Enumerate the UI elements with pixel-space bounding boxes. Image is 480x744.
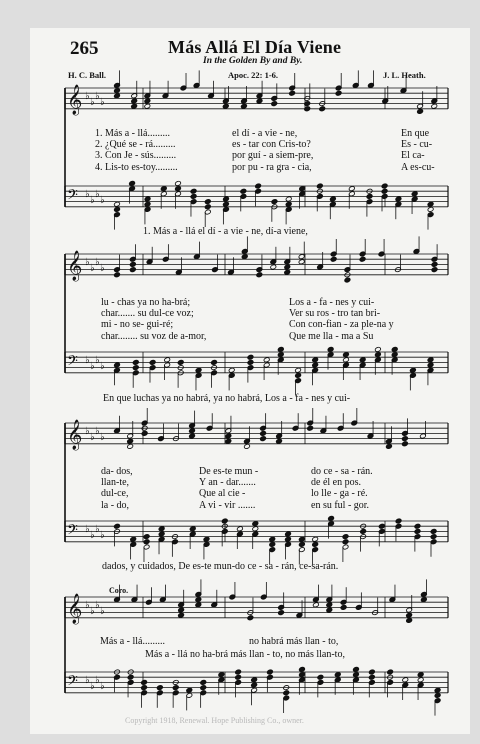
verse1-line-a: 1. Más a - llá......... — [95, 128, 170, 139]
notes — [114, 70, 438, 114]
flat-icon: ♭ — [100, 195, 105, 206]
flat-icon: ♭ — [90, 195, 95, 206]
flat-icon: ♭ — [100, 681, 105, 692]
flat-icon: ♭ — [95, 426, 100, 437]
flat-icon: ♭ — [95, 257, 100, 268]
flat-icon: ♭ — [95, 524, 100, 535]
chorus-line1-b: no habrá más llan - to, — [249, 636, 339, 647]
flat-icon: ♭ — [90, 530, 95, 541]
bass-clef-icon: 𝄢 — [67, 353, 78, 373]
flat-icon: ♭ — [85, 600, 90, 611]
staff — [65, 352, 448, 373]
verse2-line-d: char....... su dul-ce voz; — [101, 308, 194, 320]
flat-icon: ♭ — [100, 606, 105, 617]
notes — [114, 181, 434, 230]
verse2-line-f: llan-te, — [101, 477, 130, 489]
system3-verse-col3 — [311, 466, 373, 511]
verse2-line-e: Ver su ros - tro tan bri- — [289, 308, 381, 320]
verse4-line-e: Que me lla - ma a Su — [289, 330, 374, 342]
system3-bass-lyric: dados, y cuidados, De es-te mun-do ce - sa - rán, ce-sa-rán. — [102, 561, 339, 572]
flat-icon: ♭ — [85, 524, 90, 535]
system3-verse-col2 — [199, 466, 258, 511]
flat-icon: ♭ — [95, 91, 100, 102]
flat-icon: ♭ — [85, 426, 90, 437]
verse2-line-h: de él en pos. — [311, 477, 361, 489]
verse4-line-a: 4. Lis-to es-toy......... — [95, 161, 178, 173]
lyricist-credit: H. C. Ball. — [68, 70, 107, 80]
flat-icon: ♭ — [95, 600, 100, 611]
staff — [65, 186, 448, 207]
flat-icon: ♭ — [95, 355, 100, 366]
flat-icon: ♭ — [85, 355, 90, 366]
verse4-line-g: A vi - vir ....... — [199, 499, 256, 511]
system1-verse-col1 — [95, 128, 178, 173]
verse3-line-c: El ca- — [401, 150, 425, 162]
verse3-line-g: Que al cie - — [199, 488, 246, 500]
composer-credit: J. L. Heath. — [383, 70, 426, 80]
treble-clef-icon: 𝄞 — [67, 85, 83, 115]
verse2-line-g: Y an - dar....... — [199, 477, 256, 489]
flat-icon: ♭ — [85, 675, 90, 686]
flat-icon: ♭ — [90, 606, 95, 617]
bass-clef-icon: 𝄢 — [67, 522, 78, 542]
chorus-label: Coro. — [109, 586, 129, 595]
staff — [65, 84, 448, 116]
treble-clef-icon: 𝄞 — [67, 251, 83, 281]
flat-icon: ♭ — [90, 263, 95, 274]
flat-icon: ♭ — [95, 675, 100, 686]
bass-clef-icon: 𝄢 — [67, 187, 78, 207]
system1-verse-col2 — [232, 128, 313, 173]
bass-clef-icon: 𝄢 — [67, 673, 78, 693]
notes — [114, 579, 427, 623]
treble-clef-icon: 𝄞 — [67, 420, 83, 450]
flat-icon: ♭ — [90, 97, 95, 108]
hymn-title: Más Allá El Día Viene — [168, 37, 342, 57]
verse1-line-e: Los a - fa - nes y cui- — [289, 297, 375, 308]
flat-icon: ♭ — [100, 432, 105, 443]
system2-bass-lyric: En que luchas ya no habrá, ya no habrá, Los a - fa - nes y cui- — [103, 393, 351, 404]
chorus-line1-a: Más a - llá......... — [100, 636, 165, 647]
verse4-line-d: char........ su voz de a-mor, — [101, 330, 207, 342]
verse1-line-c: En que — [401, 128, 430, 139]
notes — [114, 408, 427, 449]
flat-icon: ♭ — [95, 189, 100, 200]
treble-clef-icon: 𝄞 — [67, 594, 83, 624]
verse3-line-h: lo lle - ga - ré. — [311, 488, 368, 500]
verse1-line-d: lu - chas ya no ha-brá; — [101, 297, 191, 308]
verse1-line-g: De es-te mun - — [199, 466, 259, 477]
system3-verse-col1 — [101, 466, 133, 511]
system1-bass-lyric: 1. Más a - llá el dí - a vie - ne, dí-a viene, — [143, 226, 308, 237]
verse3-line-a: 3. Con Je - sús......... — [95, 150, 177, 162]
notes — [114, 347, 434, 396]
verse1-line-b: el dí - a vie - ne, — [232, 128, 298, 139]
flat-icon: ♭ — [90, 432, 95, 443]
verse3-line-f: dul-ce, — [101, 488, 129, 500]
verse4-line-h: en su ful - gor. — [311, 499, 370, 511]
staff — [65, 250, 448, 282]
flat-icon: ♭ — [100, 530, 105, 541]
hymn-number: 265 — [70, 38, 99, 59]
flat-icon: ♭ — [100, 361, 105, 372]
flat-icon: ♭ — [85, 257, 90, 268]
verse2-line-a: 2. ¿Qué se - rá......... — [95, 139, 176, 151]
flat-icon: ♭ — [100, 263, 105, 274]
verse2-line-b: es - tar con Cris-to? — [232, 139, 311, 151]
system2-verse-col1 — [101, 297, 206, 342]
hymn-subtitle: In the Golden By and By. — [203, 56, 303, 66]
notes — [114, 236, 438, 282]
copyright-footer: Copyright 1918, Renewal. Hope Publishing Co., owner. — [125, 716, 304, 725]
verse4-line-f: la - do, — [101, 499, 130, 511]
notes — [114, 667, 441, 716]
verse1-line-h: do ce - sa - rán. — [311, 466, 373, 477]
verse3-line-d: mi - no se- gui-ré; — [101, 319, 174, 331]
chorus-line2: Más a - llá no ha-brá más llan - to, no más llan-to, — [145, 649, 345, 660]
flat-icon: ♭ — [90, 681, 95, 692]
scripture-reference: Apoc. 22: 1-6. — [228, 70, 279, 80]
verse3-line-e: Con con-fian - za ple-na y — [289, 319, 394, 331]
verse4-line-c: A es-cu- — [401, 161, 435, 173]
flat-icon: ♭ — [90, 361, 95, 372]
system2-verse-col2 — [289, 297, 394, 342]
verse4-line-b: por pu - ra gra - cia, — [232, 161, 312, 173]
verse3-line-b: por guí - a siem-pre, — [232, 150, 314, 162]
flat-icon: ♭ — [100, 97, 105, 108]
system1-verse-col3 — [401, 128, 435, 173]
verse1-line-f: da- dos, — [101, 466, 133, 477]
notes — [114, 516, 437, 565]
flat-icon: ♭ — [85, 91, 90, 102]
flat-icon: ♭ — [85, 189, 90, 200]
verse2-line-c: Es - cu- — [401, 139, 433, 151]
